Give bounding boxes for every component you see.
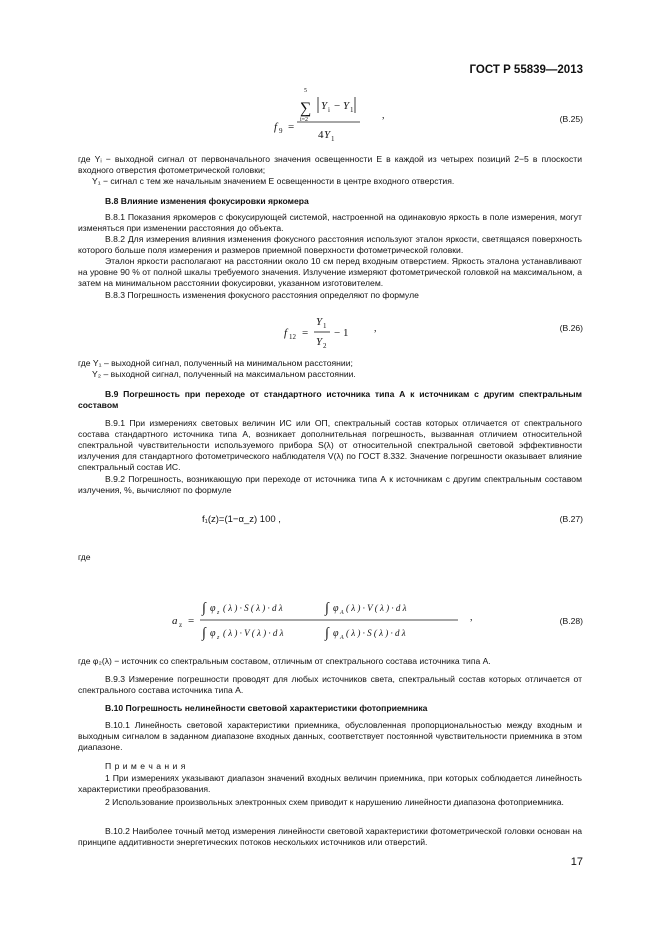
eq-sign: =: [288, 121, 295, 133]
phi-a-2: φ: [333, 628, 339, 639]
eq-number-b25: (В.25): [559, 114, 583, 124]
integral-1: ∫: [202, 601, 206, 616]
sum-bottom: i=2: [300, 117, 309, 123]
sum-sign: ∑: [300, 100, 312, 117]
num-y: Y: [316, 316, 323, 328]
section-b8-heading: В.8 Влияние изменения фокусировки яркомера: [105, 196, 309, 206]
num-minus: −: [334, 100, 341, 112]
where-b26-a: где Y₁ – выходной сигнал, полученный на минимальном расстоянии;: [78, 358, 353, 368]
az-var: a: [172, 615, 178, 627]
note-2: 2 Использование произвольных электронных схем приводит к нарушению линейности диапазона фотоприемника.: [105, 797, 564, 807]
where-b25-a: где Yᵢ − выходной сигнал от первоначального значения освещенности E в каждой из четырех позиций 2−5 в плоскости входного отверстия фотометрической головки;: [78, 154, 582, 176]
para-b83: В.8.3 Погрешность изменения фокусного расстояния определяют по формуле: [105, 290, 419, 300]
eq-number-b28: (В.28): [559, 616, 583, 626]
f9-sub: 9: [279, 127, 283, 135]
f9-var: f: [274, 121, 278, 133]
integral-2: ∫: [325, 601, 329, 616]
section-b10-heading: В.10 Погрешность нелинейности световой характеристики фотоприемника: [105, 703, 428, 713]
eq-number-b26: (В.26): [559, 323, 583, 333]
eq26-comma: ,: [374, 323, 377, 334]
para-b101: В.10.1 Линейность световой характеристики приемника, обусловленная пропорциональностью между входным и выходным сигналом в заданном диапазоне входных данных, соответствует постоянной чувствительности приемника в этом диапазоне.: [78, 720, 582, 753]
where-b27: где: [78, 552, 91, 562]
f12-sub: 12: [289, 333, 296, 341]
formula-b26-svg: [78, 312, 582, 352]
where-b28: где φ₂(λ) − источник со спектральным составом, отличным от спектрального состава источника типа А.: [78, 656, 491, 666]
integral-4: ∫: [325, 626, 329, 641]
den-term1: ( λ ) · V ( λ ) · d λ: [223, 628, 284, 638]
num-yi-sub: i: [328, 106, 330, 114]
formula-b28-svg: [78, 596, 582, 646]
formula-b28: [78, 596, 582, 646]
formula-b25: [78, 88, 582, 144]
eq-number-b27: (В.27): [559, 514, 583, 524]
num-y-sub: 1: [323, 322, 327, 330]
den-y: Y: [316, 336, 323, 348]
page-number: 17: [570, 856, 583, 868]
para-b92: В.9.2 Погрешность, возникающую при переходе от источника типа А к источникам с другим спектральным составом излучения, %, вычисляют по формуле: [78, 474, 582, 496]
tail: − 1: [334, 327, 349, 339]
notes-title: П р и м е ч а н и я: [105, 761, 186, 771]
formula-b27: f₁(z)=(1−α_z) 100 ,: [202, 514, 281, 525]
para-b93: В.9.3 Измерение погрешности проводят для любых источников света, спектральный состав которых отличается от спектрального состава источника типа А.: [78, 674, 582, 696]
phi-z-2-sub: z: [217, 635, 220, 641]
num-term1: ( λ ) · S ( λ ) · d λ: [223, 603, 283, 613]
phi-z-1-sub: z: [217, 610, 220, 616]
az-sub: z: [179, 621, 183, 629]
formula-b25-svg: [78, 88, 582, 144]
sum-top: 5: [304, 88, 307, 94]
f12-var: f: [284, 327, 288, 339]
note-1: 1 При измерениях указывают диапазон значений входных величин приемника, при которых соблюдается линейность характеристики преобразования.: [78, 773, 582, 795]
formula-b26: [78, 312, 582, 352]
eq-sign: =: [302, 327, 309, 339]
integral-3: ∫: [202, 626, 206, 641]
den-coef: 4: [318, 129, 324, 141]
num-y1: Y: [343, 100, 350, 112]
eq25-comma: ,: [382, 110, 385, 121]
den-var: Y: [324, 129, 331, 141]
para-b82: В.8.2 Для измерения влияния изменения фокусного расстояния используют эталон яркости, светящаяся поверхность которого больше поля измерения и размеров приемной поверхности фотометрической головки.: [78, 234, 582, 256]
where-b26-b: Y₂ – выходной сигнал, полученный на максимальном расстоянии.: [92, 369, 356, 379]
where-b25-b: Y₁ − сигнал с тем же начальным значением E освещенности в центре входного отверстия.: [92, 176, 455, 186]
para-b81: В.8.1 Показания яркомеров с фокусирующей системой, настроенной на одинаковую яркость в поле измерения, могут изменяться при изменении расстояния до объекта.: [78, 212, 582, 234]
eq-sign: =: [188, 615, 195, 627]
phi-a-1: φ: [333, 603, 339, 614]
para-b82-cont: Эталон яркости располагают на расстоянии около 10 см перед входным отверстием. Яркость эталона устанавливают на уровне 90 % от полной шкалы требуемого значения. Излучение измеряют фотометрической головкой на максимальном, а затем на минимальном расстоянии фокусировки, указанном изготовителем.: [78, 256, 582, 289]
phi-z-2: φ: [210, 628, 216, 639]
num-yi: Y: [321, 100, 328, 112]
phi-a-2-sub: A: [340, 635, 344, 641]
para-b102: В.10.2 Наиболее точный метод измерения линейности световой характеристики фотометрической головки основан на принципе аддитивности энергетических потоков нескольких источников или отверстий.: [78, 826, 582, 848]
standard-header: ГОСТ Р 55839—2013: [469, 64, 583, 76]
num-y1-sub: 1: [350, 106, 354, 114]
phi-a-1-sub: A: [340, 610, 344, 616]
num-term2: ( λ ) · V ( λ ) · d λ: [346, 603, 407, 613]
den-term2: ( λ ) · S ( λ ) · d λ: [346, 628, 406, 638]
phi-z-1: φ: [210, 603, 216, 614]
den-y-sub: 2: [323, 342, 327, 350]
den-sub: 1: [331, 135, 335, 143]
section-b9-heading: В.9 Погрешность при переходе от стандартного источника типа А к источникам с другим спектральным составом: [78, 389, 582, 411]
eq28-comma: ,: [470, 612, 473, 623]
para-b91: В.9.1 При измерениях световых величин ИС или ОП, спектральный состав которых отличается от спектрального состава стандартного источника типа А, возникает дополнительная погрешность, вызванная отличием относительной спектральной чувствительности используемого прибора S(λ) от относительной спектральной световой эффективности излучения для стандартного фотометрического наблюдателя V(λ) по ГОСТ 8.332. Значение погрешности оказывает влияние спектральный состав ИС.: [78, 418, 582, 473]
